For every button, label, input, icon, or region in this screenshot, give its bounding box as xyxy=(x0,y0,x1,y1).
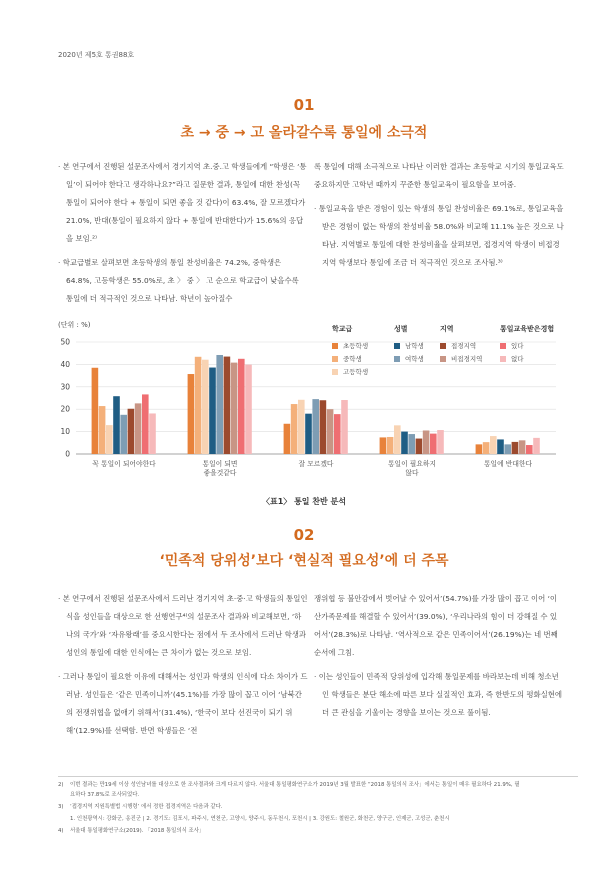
legend-item xyxy=(332,352,368,365)
bar-비접경지역 xyxy=(135,403,142,454)
bar-초등학생 xyxy=(188,374,195,454)
legend-label: 접경지역 xyxy=(451,342,477,350)
legend-item xyxy=(440,352,482,365)
bar-초등학생 xyxy=(380,437,387,454)
bar-접경지역 xyxy=(320,400,327,454)
x-tick-label: 통일이 되면 xyxy=(202,460,238,468)
bar-남학생 xyxy=(113,396,120,454)
bar-접경지역 xyxy=(128,409,135,454)
bar-초등학생 xyxy=(284,424,291,454)
section2-right-para-1: 쟁위협 등 불안감에서 벗어날 수 있어서’(54.7%)를 가장 많이 꼽고 이어 ‘이산가족문제를 해결할 수 있어서’(39.0%), ‘우리나라의 힘이 더 강해질 수 있어서’(28.3%)로 나타남. ‘역사적으로 같은 민족이어서’(26.19%)는 네 번째 순서에 그침. xyxy=(314,594,558,657)
bar-고등학생 xyxy=(394,425,401,454)
bar-남학생 xyxy=(305,414,312,454)
bar-중학생 xyxy=(291,404,298,454)
bar-접경지역 xyxy=(512,442,519,454)
section2-number: 02 xyxy=(293,526,315,544)
bar-여학생 xyxy=(120,415,127,454)
legend-swatch xyxy=(500,343,506,349)
legend-label: 없다 xyxy=(511,355,524,363)
legend-item xyxy=(500,352,554,365)
bar-없다 xyxy=(245,365,252,454)
bar-초등학생 xyxy=(92,368,99,454)
bar-중학생 xyxy=(195,357,202,454)
legend-item xyxy=(394,339,424,352)
y-tick-label: 30 xyxy=(60,382,70,392)
section1-right-para-2: · 통일교육을 받은 경험이 있는 학생의 통일 찬성비율은 69.1%로, 통일교육을 받은 경험이 없는 학생의 찬성비율 58.0%와 비교해 11.1% 높은 것으로 나타남. 지역별로 통일에 대한 찬성비율을 살펴보면, 접경지역 학생이 비접경지역 학생보다 통일에 조금 더 적극적인 것으로 조사됨.³⁾ xyxy=(314,204,564,267)
footnote-3-cont xyxy=(58,815,450,824)
section2-left-column xyxy=(58,590,308,746)
footnote-2 xyxy=(58,781,520,790)
x-tick-label: 좋을것같다 xyxy=(203,469,237,477)
footnote-text: 1. 인천광역시: 강화군, 옹진군 | 2. 경기도: 김포시, 파주시, 연천군, 고양시, 양주시, 동두천시, 포천시 | 3. 강원도: 철원군, 화천군, 양구군, 인제군, 고성군, 춘천시 xyxy=(70,816,450,822)
bar-비접경지역 xyxy=(231,363,238,454)
section1-right-para-1: 록 통일에 대해 소극적으로 나타난 이러한 결과는 초등학교 시기의 통일교육도 중요하지만 고학년 때까지 꾸준한 통일교육이 필요함을 보여줌. xyxy=(314,162,564,189)
bar-고등학생 xyxy=(298,400,305,454)
footnote-text: 서울대 통일평화연구소(2019). 「2018 통일의식 조사」 xyxy=(70,828,205,834)
bar-고등학생 xyxy=(106,425,113,454)
bar-여학생 xyxy=(312,399,319,454)
legend-swatch xyxy=(500,356,506,362)
footnote-3 xyxy=(58,803,223,812)
footnote-number: 3) xyxy=(58,804,64,810)
bar-비접경지역 xyxy=(519,440,526,454)
section2-right-para-2: · 이는 성인들이 민족적 당위성에 입각해 통일문제를 바라보는데 비해 청소년인 학생들은 분단 해소에 따른 보다 실질적인 효과, 즉 한반도의 평화실현에 더 큰 관심을 기울이는 경향을 보이는 것으로 풀이됨. xyxy=(314,672,563,717)
bar-없다 xyxy=(341,400,348,454)
bar-중학생 xyxy=(387,437,394,454)
section1-left-para-2: · 학교급별로 살펴보면 초등학생의 통일 찬성비율은 74.2%, 중학생은 64.8%, 고등학생은 55.0%로, 초 〉 중 〉 고 순으로 학교급이 낮을수록 통일에 더 적극적인 것으로 나타남. 학년이 높아질수 xyxy=(58,258,299,303)
bar-중학생 xyxy=(483,442,490,454)
legend-label: 초등학생 xyxy=(343,342,369,350)
bar-접경지역 xyxy=(416,439,423,454)
section1-title: 초 → 중 → 고 올라갈수록 통일에 소극적 xyxy=(180,125,428,141)
x-tick-label: 않다 xyxy=(405,469,419,477)
legend-swatch xyxy=(332,343,338,349)
issue-header: 2020년 제5호 통권88호 xyxy=(58,51,135,59)
y-tick-label: 10 xyxy=(60,427,70,437)
bar-있다 xyxy=(334,414,341,454)
legend-swatch xyxy=(394,343,400,349)
legend-label: 비접경지역 xyxy=(451,355,483,363)
x-tick-label: 통일에 반대한다 xyxy=(483,460,533,468)
legend-group-title: 통일교육받은경험 xyxy=(500,325,555,333)
x-tick-label: 통일이 필요하지 xyxy=(387,460,437,468)
footnote-text: 이번 결과는 만19세 이상 성인남녀를 대상으로 한 조사결과와 크게 다르지 않다. 서울대 통일평화연구소가 2019년 3월 발표한 “2018 통일의식 조사」에서는 통일이 매우 필요하다 21.9%, 필 xyxy=(70,782,520,788)
legend-group xyxy=(440,324,482,365)
bar-여학생 xyxy=(216,355,223,454)
x-tick-label: 꼭 통일이 되어야한다 xyxy=(92,460,156,468)
footnote-number: 2) xyxy=(58,782,64,788)
y-tick-label: 20 xyxy=(60,404,70,414)
legend-item xyxy=(332,365,368,378)
bar-남학생 xyxy=(401,432,408,454)
footnote-divider xyxy=(58,776,578,777)
footnote-text: 요하다 37.8%로 조사되었다. xyxy=(70,792,140,798)
legend-label: 중학생 xyxy=(343,355,362,363)
section1-number: 01 xyxy=(293,96,315,114)
legend-swatch xyxy=(332,356,338,362)
bar-접경지역 xyxy=(224,357,231,454)
legend-swatch xyxy=(440,356,446,362)
bar-비접경지역 xyxy=(423,430,430,454)
legend-label: 남학생 xyxy=(405,342,424,350)
bar-없다 xyxy=(149,413,156,454)
legend-label: 있다 xyxy=(511,342,524,350)
bar-고등학생 xyxy=(490,436,497,454)
section2-title: ‘민족적 당위성’보다 ‘현실적 필요성’에 더 주목 xyxy=(159,553,449,569)
bar-있다 xyxy=(430,434,437,454)
legend-item xyxy=(332,339,368,352)
footnote-number: 4) xyxy=(58,828,64,834)
legend-swatch xyxy=(394,356,400,362)
y-tick-label: 0 xyxy=(65,449,70,459)
bar-여학생 xyxy=(504,444,511,454)
y-tick-label: 40 xyxy=(60,359,70,369)
bar-중학생 xyxy=(99,406,106,454)
footnote-2-cont xyxy=(58,791,139,800)
bar-있다 xyxy=(238,359,245,454)
footnote-4 xyxy=(58,827,204,836)
chart-unit-label: (단위 : %) xyxy=(58,321,91,329)
bar-고등학생 xyxy=(202,360,209,454)
section2-left-para-1: · 본 연구에서 진행된 설문조사에서 드러난 경기지역 초·중·고 학생들의 통일인식을 성인들을 대상으로 한 선행연구⁴⁾의 설문조사 결과와 비교해보면, ‘하나의 국가’와 ‘자유왕래’를 중요시한다는 점에서 두 조사에서 드러난 학생과 성인의 통일에 대한 인식에는 큰 차이가 없는 것으로 보임. xyxy=(58,594,308,657)
bar-없다 xyxy=(533,438,540,454)
legend-group xyxy=(332,324,368,378)
legend-swatch xyxy=(440,343,446,349)
section1-left-para-1: · 본 연구에서 진행된 설문조사에서 경기지역 초.중.고 학생들에게 “학생은 ‘통일’이 되어야 한다고 생각하나요?”라고 질문한 결과, 통일에 대한 찬성(꼭 통일이 되어야 한다 + 통일이 되면 좋을 것 같다)이 63.4%, 잘 모르겠다가 21.0%, 반대(통일이 필요하지 않다 + 통일에 반대한다)가 15.6%의 응답을 보임.²⁾ xyxy=(58,162,307,243)
legend-swatch xyxy=(332,369,338,375)
legend-group-title: 지역 xyxy=(440,325,454,333)
legend-label: 여학생 xyxy=(405,355,424,363)
bar-있다 xyxy=(526,445,533,454)
footnote-text: ‘접경지역 지원특별법 시행령’ 에서 정한 접경지역은 다음과 같다. xyxy=(70,804,223,810)
legend-item xyxy=(500,339,554,352)
bar-여학생 xyxy=(408,434,415,454)
section1-right-column xyxy=(314,158,564,278)
section2-left-para-2: · 그러나 통일이 필요한 이유에 대해서는 성인과 학생의 인식에 다소 차이가 드러남. 성인들은 ‘같은 민족이니까’(45.1%)를 가장 많이 꼽고 이어 ‘남북간의 전쟁위협을 없애기 위해서’(31.4%), ‘한국이 보다 선진국이 되기 위해’(12.9%)를 선택함. 반면 학생들은 ‘전 xyxy=(58,672,308,735)
bar-있다 xyxy=(142,394,149,454)
bar-남학생 xyxy=(209,368,216,454)
legend-group xyxy=(500,324,554,365)
y-tick-label: 50 xyxy=(60,337,70,347)
legend-group xyxy=(394,324,424,365)
legend-item xyxy=(440,339,482,352)
bar-남학생 xyxy=(497,439,504,454)
bar-없다 xyxy=(437,430,444,454)
legend-group-title: 학교급 xyxy=(332,325,353,333)
legend-item xyxy=(394,352,424,365)
bar-초등학생 xyxy=(476,444,483,454)
bar-비접경지역 xyxy=(327,409,334,454)
legend-group-title: 성별 xyxy=(394,325,408,333)
legend-label: 고등학생 xyxy=(343,368,369,376)
chart-caption: 〈표1〉 통일 찬반 분석 xyxy=(261,497,347,506)
section2-right-column xyxy=(314,590,564,728)
x-tick-label: 잘 모르겠다 xyxy=(298,460,334,468)
section1-left-column xyxy=(58,158,308,314)
